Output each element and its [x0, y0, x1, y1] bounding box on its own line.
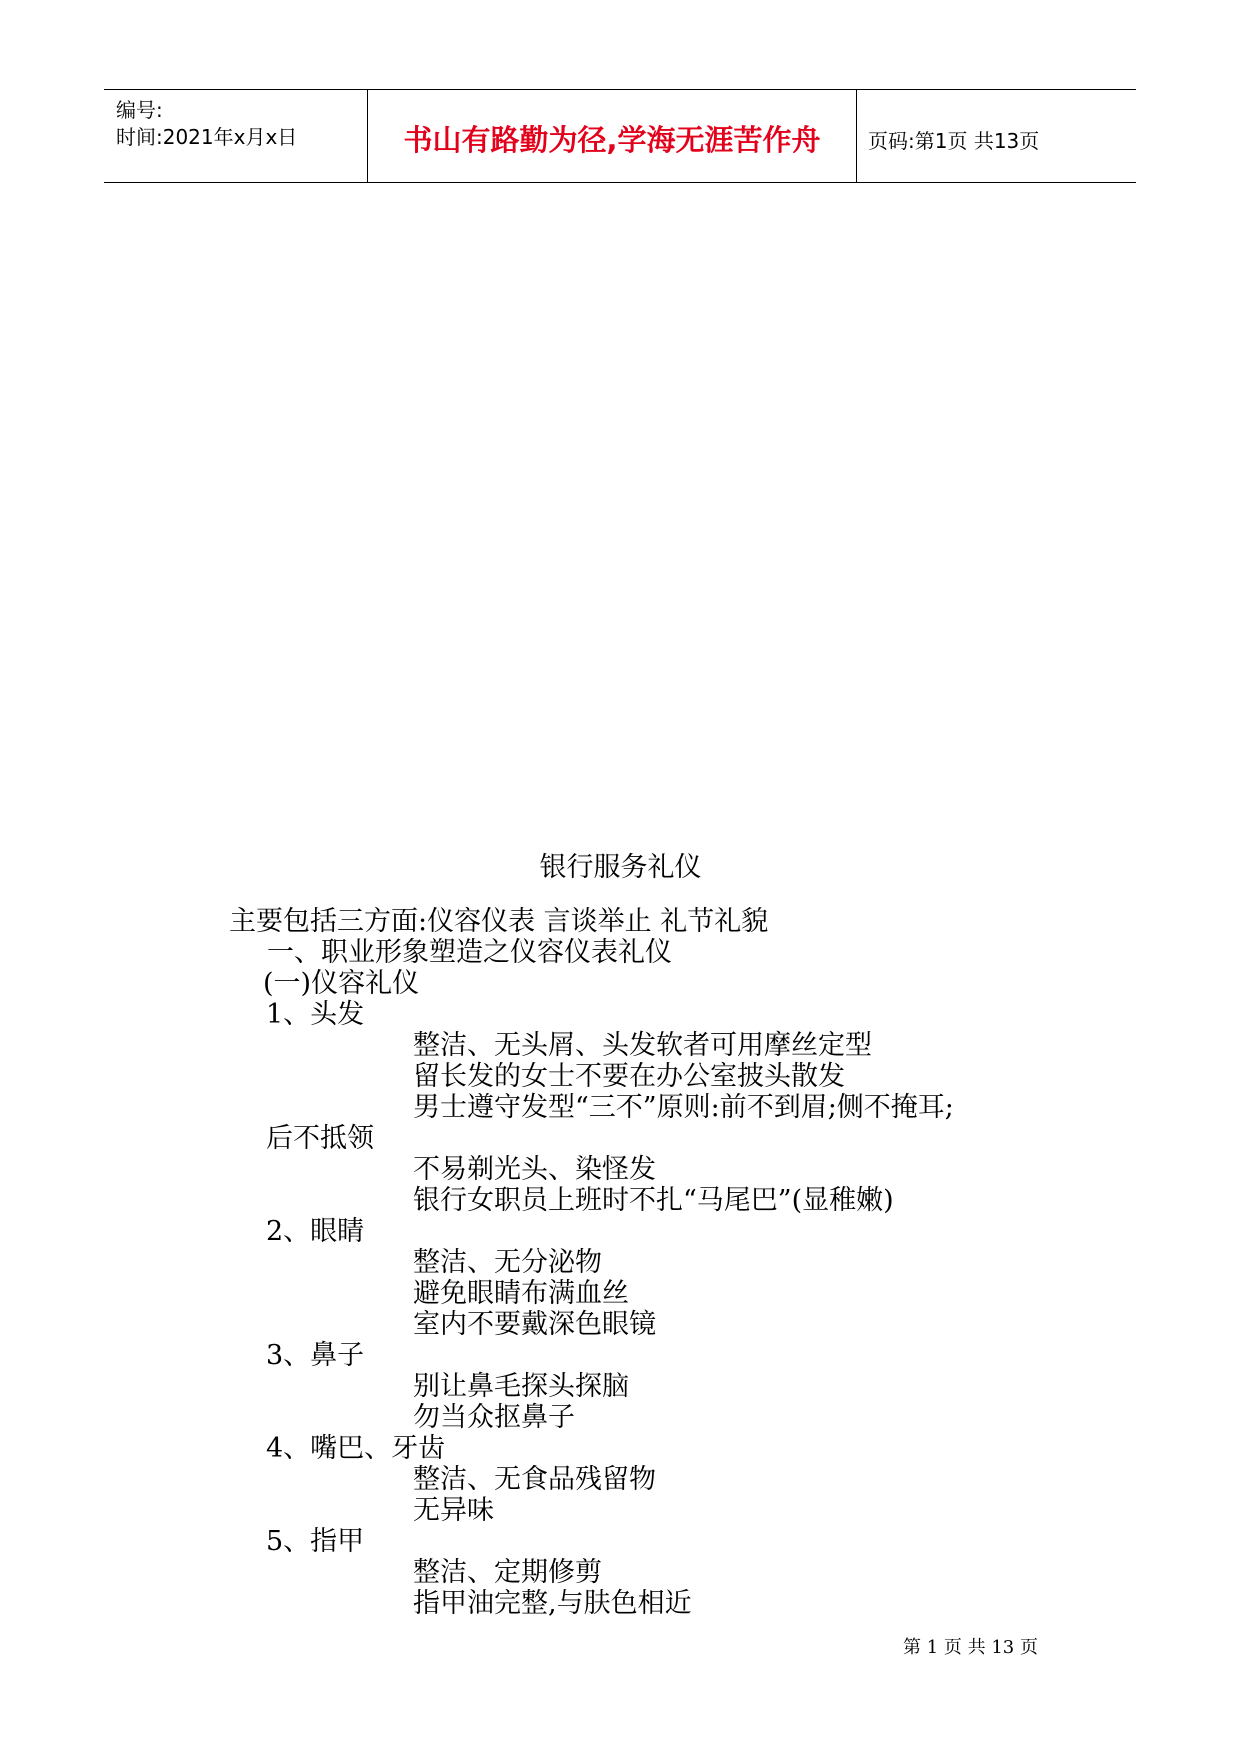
section-heading: 一、职业形象塑造之仪容仪表礼仪 [267, 937, 672, 968]
subsection-heading: (一)仪容礼仪 [263, 968, 420, 999]
item-text: 无异味 [413, 1495, 494, 1526]
item-text: 留长发的女士不要在办公室披头散发 [413, 1061, 845, 1092]
header-motto: 书山有路勤为径,学海无涯苦作舟 [403, 123, 821, 157]
item-text: 整洁、无头屑、头发软者可用摩丝定型 [413, 1030, 872, 1061]
item-text: 勿当众抠鼻子 [413, 1402, 575, 1433]
document-title: 银行服务礼仪 [539, 852, 702, 883]
item-text: 整洁、无食品残留物 [413, 1464, 656, 1495]
footer-page-info: 第 1 页 共 13 页 [903, 1637, 1038, 1658]
item-heading-nails: 5、指甲 [266, 1526, 365, 1557]
item-text: 避免眼睛布满血丝 [413, 1278, 629, 1309]
item-text: 银行女职员上班时不扎“马尾巴”(显稚嫩) [413, 1185, 894, 1216]
item-heading-eyes: 2、眼睛 [266, 1216, 365, 1247]
header-bottom-rule [104, 182, 1136, 183]
item-text-continued: 后不抵领 [266, 1123, 374, 1154]
item-heading-hair: 1、头发 [266, 999, 365, 1030]
header-divider-right [856, 90, 857, 183]
header-serial-label: 编号: [116, 98, 163, 122]
item-text: 室内不要戴深色眼镜 [413, 1309, 656, 1340]
header-page-code: 页码:第1页 共13页 [868, 129, 1040, 153]
header-time-label: 时间:2021年x月x日 [116, 125, 298, 149]
item-heading-nose: 3、鼻子 [266, 1340, 365, 1371]
item-heading-mouth: 4、嘴巴、牙齿 [266, 1433, 446, 1464]
item-text: 男士遵守发型“三不”原则:前不到眉;侧不掩耳; [413, 1092, 954, 1123]
item-text: 整洁、定期修剪 [413, 1557, 602, 1588]
item-text: 指甲油完整,与肤色相近 [413, 1588, 692, 1619]
item-text: 不易剃光头、染怪发 [413, 1154, 656, 1185]
intro-line: 主要包括三方面:仪容仪表 言谈举止 礼节礼貌 [229, 906, 769, 937]
header-top-rule [104, 89, 1136, 90]
item-text: 整洁、无分泌物 [413, 1247, 602, 1278]
item-text: 别让鼻毛探头探脑 [413, 1371, 629, 1402]
